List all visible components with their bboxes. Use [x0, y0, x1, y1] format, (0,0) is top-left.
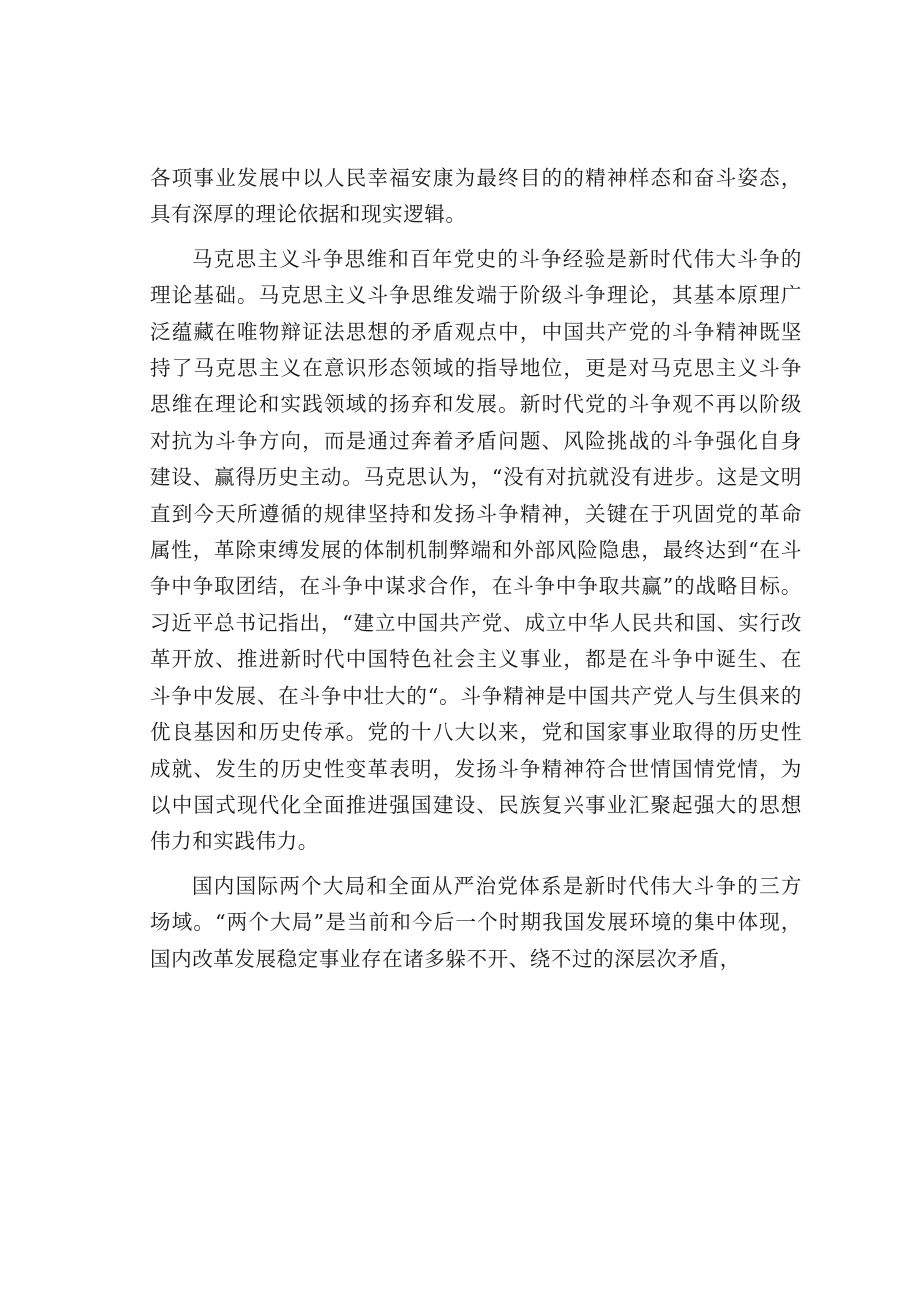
paragraph-theory-basis: 马克思主义斗争思维和百年党史的斗争经验是新时代伟大斗争的理论基础。马克思主义斗争思维发端于阶级斗争理论，其基本原理广泛蕴藏在唯物辩证法思想的矛盾观点中，中国共产党的斗争精神既坚持了马克思主义在意识形态领域的指导地位，更是对马克思主义斗争思维在理论和实践领域的扬弃和发展。新时代党的斗争观不再以阶级对抗为斗争方向，而是通过奔着矛盾问题、风险挑战的斗争强化自身建设、赢得历史主动。马克思认为，“没有对抗就没有进步。这是文明直到今天所遵循的规律坚持和发扬斗争精神，关键在于巩固党的革命属性，革除束缚发展的体制机制弊端和外部风险隐患，最终达到“在斗争中争取团结，在斗争中谋求合作，在斗争中争取共赢”的战略目标。习近平总书记指出，“建立中国共产党、成立中华人民共和国、实行改革开放、推进新时代中国特色社会主义事业，都是在斗争中诞生、在斗争中发展、在斗争中壮大的“。斗争精神是中国共产党人与生俱来的优良基因和历史传承。党的十八大以来，党和国家事业取得的历史性成就、发生的历史性变革表明，发扬斗争精神符合世情国情党情，为以中国式现代化全面推进强国建设、民族复兴事业汇聚起强大的思想伟力和实践伟力。	[150, 246, 802, 854]
paragraph-continuation: 各项事业发展中以人民幸福安康为最终目的的精神样态和奋斗姿态，具有深厚的理论依据和现实逻辑。	[150, 166, 802, 227]
paragraph-two-situations: 国内国际两个大局和全面从严治党体系是新时代伟大斗争的三方场域。“两个大局”是当前和今后一个时期我国发展环境的集中体现，国内改革发展稳定事业存在诸多躲不开、绕不过的深层次矛盾，	[150, 873, 802, 971]
document-body	[150, 160, 802, 977]
